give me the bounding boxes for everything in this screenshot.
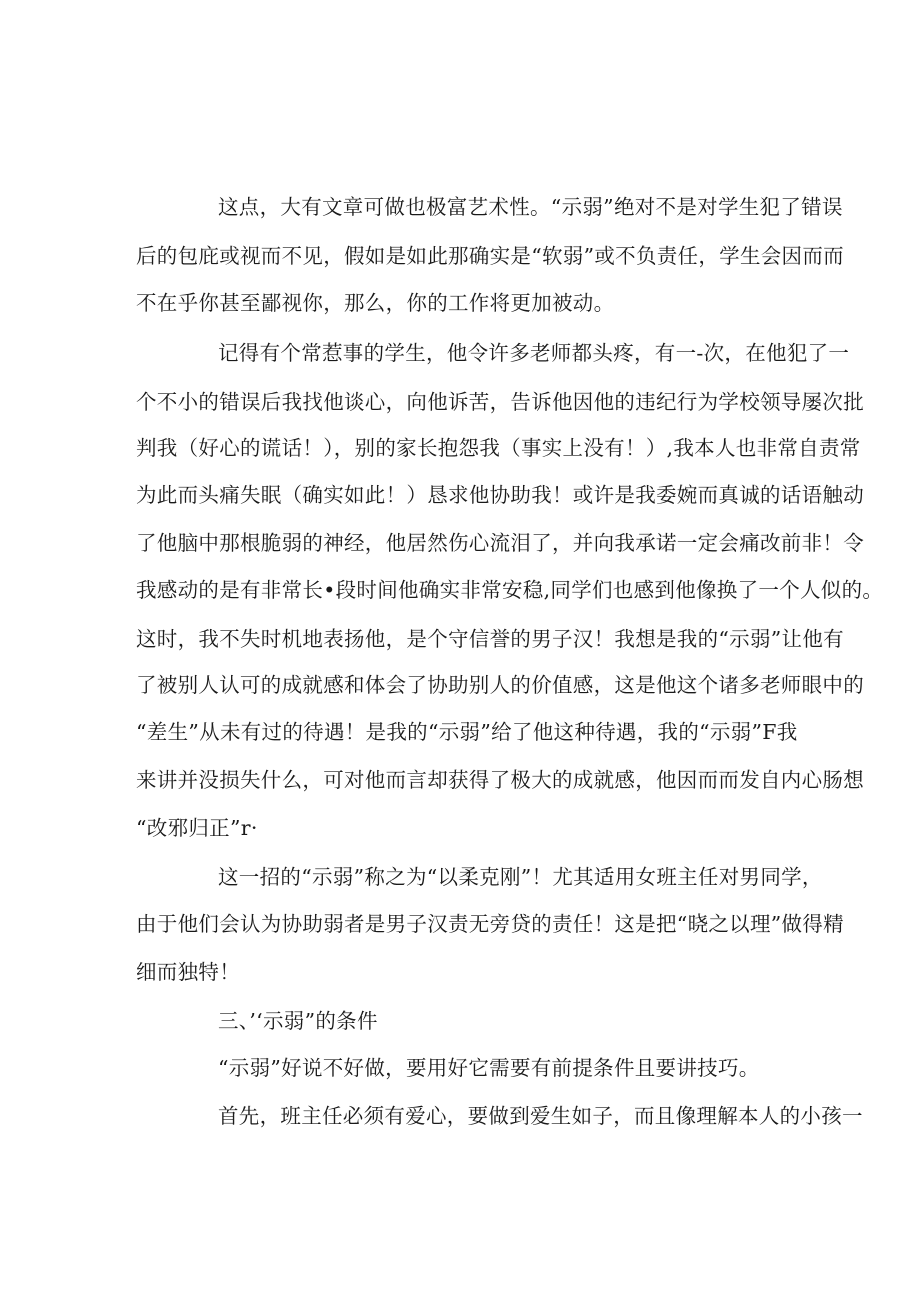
text-line: 由于他们会认为协助弱者是男子汉责无旁贷的责任！这是把“晓之以理”做得精 (136, 912, 844, 936)
text-line: 这一招的“示弱”称之为“以柔克刚”！尤其适用女班主任对男同学， (218, 865, 823, 889)
text-line: “示弱”好说不好做，要用好它需要有前提条件且要讲技巧。 (218, 1056, 760, 1080)
text-line: 为此而头痛失眠（确实如此！）恳求他协助我！或许是我委婉而真诚的话语触动 (136, 483, 864, 507)
text-line: 不在乎你甚至鄙视你，那么，你的工作将更加被动。 (136, 291, 615, 315)
text-line: 首先，班主任必须有爱心，要做到爱生如子，而且像理解本人的小孩一 (218, 1104, 863, 1128)
text-line: 这时，我不失时机地表扬他，是个守信誉的男子汉！我想是我的“示弱”让他有 (136, 627, 844, 651)
section-heading: 三、’‘示弱”的条件 (218, 1009, 378, 1033)
text-line: 我感动的是有非常长•段时间他确实非常安稳,同学们也感到他像换了一个人似的。 (136, 578, 884, 602)
text-line: 了被别人认可的成就感和体会了协助别人的价值感，这是他这个诸多老师眼中的 (136, 673, 864, 697)
text-line: 细而独特！ (136, 960, 240, 984)
text-line: 判我（好心的谎话！），别的家长抱怨我（事实上没有！）,我本人也非常自责常 (136, 436, 861, 460)
text-line: 了他脑中那根脆弱的神经，他居然伤心流泪了，并向我承诺一定会痛改前非！令 (136, 531, 864, 555)
text-line: 来讲并没损失什么，可对他而言却获得了极大的成就感，他因而而发自内心肠想 (136, 768, 864, 792)
text-line: “改邪归正”r· (136, 816, 258, 840)
text-line: 这点，大有文章可做也极富艺术性。“示弱”绝对不是对学生犯了错误 (218, 195, 843, 219)
text-line: 个不小的错误后我找他谈心，向他诉苦，告诉他因他的违纪行为学校领导屡次批 (136, 390, 864, 414)
text-line: 记得有个常惹事的学生，他令许多老师都头疼，有一-次，在他犯了一 (218, 341, 850, 365)
text-line: “差生”从未有过的待遇！是我的“示弱”给了他这种待遇，我的“示弱”F我 (136, 720, 798, 744)
text-line: 后的包庇或视而不见，假如是如此那确实是“软弱”或不负责任，学生会因而而 (136, 244, 844, 268)
